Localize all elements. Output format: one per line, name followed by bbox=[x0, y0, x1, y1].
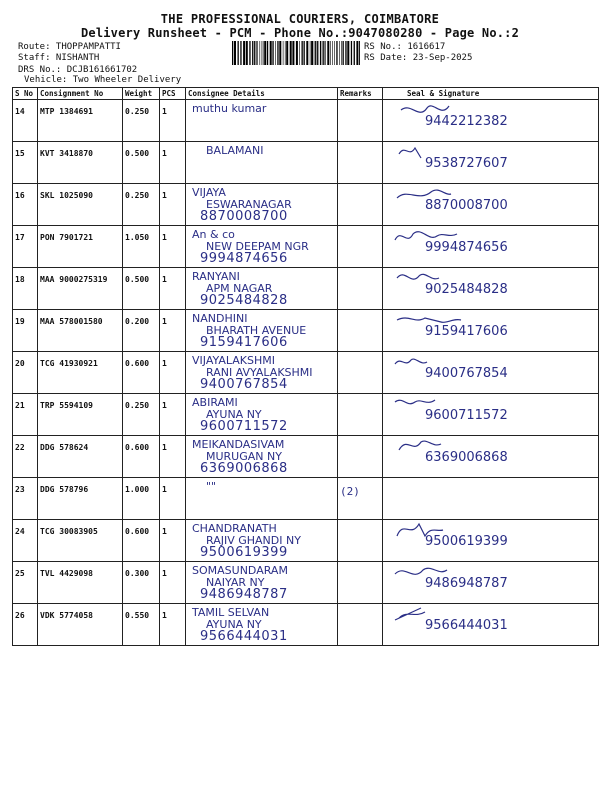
cell-pcs: 1 bbox=[160, 310, 186, 352]
cell-signature bbox=[383, 394, 599, 436]
barcode-bar bbox=[296, 41, 298, 65]
cell-pcs: 1 bbox=[160, 268, 186, 310]
signature-phone: 9159417606 bbox=[425, 324, 508, 339]
cell-consignment-no: TRP 5594109 bbox=[38, 394, 123, 436]
consignee-phone: 9400767854 bbox=[200, 377, 288, 392]
consignee-line: RANYANI bbox=[192, 270, 240, 283]
barcode-bar bbox=[306, 41, 308, 65]
header-pcs: PCS bbox=[160, 88, 186, 100]
cell-signature bbox=[383, 100, 599, 142]
cell-consignment-no: PON 7901721 bbox=[38, 226, 123, 268]
cell-remarks bbox=[338, 268, 383, 310]
barcode-bar bbox=[257, 41, 258, 65]
cell-weight: 0.500 bbox=[123, 142, 160, 184]
cell-pcs: 1 bbox=[160, 226, 186, 268]
table-row bbox=[13, 184, 599, 226]
staff-label: Staff: NISHANTH bbox=[18, 53, 100, 63]
consignee-line: SOMASUNDARAM bbox=[192, 564, 288, 577]
barcode-bar bbox=[310, 41, 311, 65]
consignee-line: ABIRAMI bbox=[192, 396, 238, 409]
barcode-bar bbox=[279, 41, 281, 65]
cell-consignee bbox=[186, 310, 338, 352]
table-row bbox=[13, 100, 599, 142]
cell-signature bbox=[383, 352, 599, 394]
cell-sno: 24 bbox=[13, 520, 38, 562]
cell-sno: 22 bbox=[13, 436, 38, 478]
cell-sno: 19 bbox=[13, 310, 38, 352]
consignee-line: NEW DEEPAM NGR bbox=[206, 240, 309, 253]
signature-phone: 9600711572 bbox=[425, 408, 508, 423]
header-remarks: Remarks bbox=[338, 88, 383, 100]
barcode-bar bbox=[339, 41, 340, 65]
consignee-line: An & co bbox=[192, 228, 235, 241]
table-row bbox=[13, 394, 599, 436]
company-title: THE PROFESSIONAL COURIERS, COIMBATORE bbox=[160, 12, 440, 26]
table-header-row bbox=[13, 88, 599, 100]
table-row bbox=[13, 310, 599, 352]
barcode-bar bbox=[311, 41, 313, 65]
barcode-bar bbox=[270, 41, 272, 65]
rs-date-label: RS Date: 23-Sep-2025 bbox=[364, 53, 473, 63]
signature-phone: 9025484828 bbox=[425, 282, 508, 297]
barcode-bar bbox=[277, 41, 278, 65]
table-row bbox=[13, 478, 599, 520]
cell-consignment-no: DDG 578624 bbox=[38, 436, 123, 478]
barcode-bar bbox=[234, 41, 236, 65]
barcode-bar bbox=[323, 41, 324, 65]
runsheet-subtitle: Delivery Runsheet - PCM - Phone No.:9047080280 - Page No.:2 bbox=[80, 26, 520, 40]
barcode-bar bbox=[252, 41, 253, 65]
consignee-phone: 9500619399 bbox=[200, 545, 288, 560]
cell-remarks bbox=[338, 520, 383, 562]
consignee-line: VIJAYALAKSHMI bbox=[192, 354, 275, 367]
rs-no-label: RS No.: 1616617 bbox=[364, 42, 446, 52]
consignee-line: AYUNA NY bbox=[206, 408, 262, 421]
table-row bbox=[13, 142, 599, 184]
cell-consignment-no: TVL 4429098 bbox=[38, 562, 123, 604]
signature-phone: 9400767854 bbox=[425, 366, 508, 381]
barcode-bar bbox=[320, 41, 321, 65]
cell-pcs: 1 bbox=[160, 436, 186, 478]
barcode-bar bbox=[238, 41, 239, 65]
consignee-phone: 9600711572 bbox=[200, 419, 288, 434]
cell-pcs: 1 bbox=[160, 142, 186, 184]
cell-consignment-no: MTP 1384691 bbox=[38, 100, 123, 142]
consignee-handwriting bbox=[188, 481, 335, 493]
cell-remarks bbox=[338, 604, 383, 646]
barcode-bar bbox=[356, 41, 358, 65]
vehicle-label: Vehicle: Two Wheeler Delivery bbox=[24, 75, 182, 85]
consignee-handwriting bbox=[188, 145, 335, 157]
cell-sno: 15 bbox=[13, 142, 38, 184]
header-consignment: Consignment No bbox=[38, 88, 123, 100]
cell-weight: 0.250 bbox=[123, 100, 160, 142]
barcode-bar bbox=[262, 41, 263, 65]
consignee-handwriting bbox=[188, 439, 335, 475]
table-row bbox=[13, 562, 599, 604]
table-row bbox=[13, 436, 599, 478]
barcode-bar bbox=[267, 41, 268, 65]
cell-signature bbox=[383, 436, 599, 478]
cell-consignee bbox=[186, 562, 338, 604]
barcode-bar bbox=[304, 41, 305, 65]
consignee-line: ESWARANAGAR bbox=[206, 198, 292, 211]
consignee-line: BALAMANI bbox=[206, 144, 264, 157]
cell-signature bbox=[383, 184, 599, 226]
consignee-handwriting bbox=[188, 103, 335, 115]
cell-remarks: (2) bbox=[338, 478, 383, 520]
cell-consignee bbox=[186, 184, 338, 226]
consignee-phone: 9159417606 bbox=[200, 335, 288, 350]
cell-consignee bbox=[186, 520, 338, 562]
consignee-line: "" bbox=[206, 480, 217, 493]
barcode-bar bbox=[256, 41, 257, 65]
barcode-bar bbox=[317, 41, 318, 65]
consignee-phone: 9994874656 bbox=[200, 251, 288, 266]
barcode-bar bbox=[314, 41, 315, 65]
cell-consignee bbox=[186, 226, 338, 268]
cell-consignee bbox=[186, 100, 338, 142]
cell-pcs: 1 bbox=[160, 478, 186, 520]
cell-weight: 0.600 bbox=[123, 436, 160, 478]
consignee-line: NAIYAR NY bbox=[206, 576, 265, 589]
cell-consignment-no: MAA 9000275319 bbox=[38, 268, 123, 310]
cell-consignment-no: MAA 578001580 bbox=[38, 310, 123, 352]
consignee-line: RAJIV GHANDI NY bbox=[206, 534, 301, 547]
cell-remarks bbox=[338, 226, 383, 268]
consignee-handwriting bbox=[188, 565, 335, 601]
runsheet-table bbox=[12, 87, 599, 646]
barcode-bar bbox=[243, 41, 245, 65]
signature-mark bbox=[391, 480, 471, 498]
signature-phone: 6369006868 bbox=[425, 450, 508, 465]
consignee-line: muthu kumar bbox=[192, 102, 267, 115]
cell-consignment-no: TCG 41930921 bbox=[38, 352, 123, 394]
cell-weight: 0.300 bbox=[123, 562, 160, 604]
table-row bbox=[13, 520, 599, 562]
consignee-phone: 9566444031 bbox=[200, 629, 288, 644]
cell-pcs: 1 bbox=[160, 184, 186, 226]
barcode-bar bbox=[264, 41, 266, 65]
cell-sno: 26 bbox=[13, 604, 38, 646]
cell-sno: 20 bbox=[13, 352, 38, 394]
signature-phone: 9538727607 bbox=[425, 156, 508, 171]
cell-consignment-no: SKL 1025090 bbox=[38, 184, 123, 226]
barcode-bar bbox=[260, 41, 261, 65]
cell-weight: 0.600 bbox=[123, 520, 160, 562]
barcode-bar bbox=[343, 41, 344, 65]
consignee-handwriting bbox=[188, 187, 335, 223]
cell-weight: 1.000 bbox=[123, 478, 160, 520]
consignee-handwriting bbox=[188, 607, 335, 643]
consignee-line: RANI AVYALAKSHMI bbox=[206, 366, 313, 379]
consignee-handwriting bbox=[188, 355, 335, 391]
cell-remarks bbox=[338, 100, 383, 142]
signature-phone: 9442212382 bbox=[425, 114, 508, 129]
cell-sno: 14 bbox=[13, 100, 38, 142]
cell-sno: 21 bbox=[13, 394, 38, 436]
barcode-bar bbox=[302, 41, 303, 65]
cell-pcs: 1 bbox=[160, 562, 186, 604]
cell-sno: 25 bbox=[13, 562, 38, 604]
cell-signature bbox=[383, 268, 599, 310]
barcode-bar bbox=[275, 41, 276, 65]
cell-consignee bbox=[186, 268, 338, 310]
consignee-handwriting bbox=[188, 523, 335, 559]
consignee-line: CHANDRANATH bbox=[192, 522, 277, 535]
cell-pcs: 1 bbox=[160, 604, 186, 646]
table-row bbox=[13, 268, 599, 310]
cell-sno: 17 bbox=[13, 226, 38, 268]
consignee-phone: 6369006868 bbox=[200, 461, 288, 476]
barcode-bar bbox=[347, 41, 349, 65]
consignee-handwriting bbox=[188, 313, 335, 349]
barcode-bar bbox=[232, 41, 233, 65]
cell-consignment-no: TCG 30083905 bbox=[38, 520, 123, 562]
barcode-bar bbox=[359, 41, 360, 65]
consignee-line: BHARATH AVENUE bbox=[206, 324, 307, 337]
barcode-bar bbox=[325, 41, 326, 65]
cell-weight: 0.250 bbox=[123, 184, 160, 226]
signature-phone: 9500619399 bbox=[425, 534, 508, 549]
cell-remarks bbox=[338, 142, 383, 184]
cell-consignment-no: KVT 3418870 bbox=[38, 142, 123, 184]
barcode-bar bbox=[330, 41, 331, 65]
barcode-bar bbox=[327, 41, 329, 65]
table-row bbox=[13, 226, 599, 268]
consignee-handwriting bbox=[188, 271, 335, 307]
cell-consignee bbox=[186, 352, 338, 394]
header-signature: Seal & Signature bbox=[383, 88, 599, 100]
cell-remarks bbox=[338, 352, 383, 394]
cell-consignee bbox=[186, 394, 338, 436]
table-row bbox=[13, 604, 599, 646]
cell-consignment-no: VDK 5774058 bbox=[38, 604, 123, 646]
consignee-phone: 8870008700 bbox=[200, 209, 288, 224]
barcode-bar bbox=[249, 41, 250, 65]
header-sno: S No bbox=[13, 88, 38, 100]
cell-remarks bbox=[338, 394, 383, 436]
cell-pcs: 1 bbox=[160, 394, 186, 436]
cell-weight: 0.600 bbox=[123, 352, 160, 394]
consignee-line: NANDHINI bbox=[192, 312, 248, 325]
cell-weight: 0.550 bbox=[123, 604, 160, 646]
barcode-bar bbox=[336, 41, 337, 65]
cell-consignee bbox=[186, 142, 338, 184]
barcode-bar bbox=[322, 41, 323, 65]
cell-sno: 18 bbox=[13, 268, 38, 310]
cell-consignee bbox=[186, 478, 338, 520]
cell-remarks bbox=[338, 562, 383, 604]
cell-pcs: 1 bbox=[160, 352, 186, 394]
cell-signature bbox=[383, 310, 599, 352]
header-consignee: Consignee Details bbox=[186, 88, 338, 100]
drs-label: DRS No.: DCJB161661702 bbox=[18, 65, 138, 75]
consignee-line: MEIKANDASIVAM bbox=[192, 438, 285, 451]
signature-phone: 9486948787 bbox=[425, 576, 508, 591]
cell-pcs: 1 bbox=[160, 100, 186, 142]
consignee-line: VIJAYA bbox=[192, 186, 226, 199]
barcode-bar bbox=[240, 41, 241, 65]
route-label: Route: THOPPAMPATTI bbox=[18, 42, 121, 52]
barcode-bar bbox=[283, 41, 284, 65]
cell-sno: 23 bbox=[13, 478, 38, 520]
cell-consignee bbox=[186, 436, 338, 478]
cell-signature bbox=[383, 520, 599, 562]
barcode-bar bbox=[341, 41, 342, 65]
barcode-bar bbox=[334, 41, 335, 65]
cell-consignment-no: DDG 578796 bbox=[38, 478, 123, 520]
cell-remarks bbox=[338, 184, 383, 226]
cell-pcs: 1 bbox=[160, 520, 186, 562]
cell-remarks bbox=[338, 310, 383, 352]
consignee-phone: 9486948787 bbox=[200, 587, 288, 602]
consignee-handwriting bbox=[188, 229, 335, 265]
barcode-bar bbox=[285, 41, 286, 65]
barcode-bar bbox=[290, 41, 292, 65]
cell-signature bbox=[383, 562, 599, 604]
barcode-bar bbox=[315, 41, 316, 65]
barcode-bar bbox=[272, 41, 273, 65]
barcode-bar bbox=[286, 41, 288, 65]
barcode-bar bbox=[246, 41, 248, 65]
consignee-phone: 9025484828 bbox=[200, 293, 288, 308]
cell-weight: 0.250 bbox=[123, 394, 160, 436]
barcode-bar bbox=[345, 41, 346, 65]
barcode-bar bbox=[299, 41, 300, 65]
cell-remarks bbox=[338, 436, 383, 478]
cell-consignee bbox=[186, 604, 338, 646]
cell-weight: 0.500 bbox=[123, 268, 160, 310]
header-weight: Weight bbox=[123, 88, 160, 100]
barcode-bar bbox=[263, 41, 264, 65]
cell-weight: 1.050 bbox=[123, 226, 160, 268]
consignee-line: MURUGAN NY bbox=[206, 450, 282, 463]
consignee-line: AYUNA NY bbox=[206, 618, 262, 631]
barcode-bar bbox=[351, 41, 352, 65]
signature-phone: 9994874656 bbox=[425, 240, 508, 255]
cell-sno: 16 bbox=[13, 184, 38, 226]
cell-weight: 0.200 bbox=[123, 310, 160, 352]
cell-signature bbox=[383, 478, 599, 520]
consignee-line: TAMIL SELVAN bbox=[192, 606, 270, 619]
signature-phone: 9566444031 bbox=[425, 618, 508, 633]
barcode-image bbox=[232, 41, 360, 65]
table-row bbox=[13, 352, 599, 394]
barcode-bar bbox=[292, 41, 294, 65]
consignee-handwriting bbox=[188, 397, 335, 433]
cell-signature bbox=[383, 604, 599, 646]
consignee-line: APM NAGAR bbox=[206, 282, 273, 295]
barcode-bar bbox=[332, 41, 333, 65]
barcode-bar bbox=[254, 41, 255, 65]
signature-phone: 8870008700 bbox=[425, 198, 508, 213]
barcode-bar bbox=[354, 41, 355, 65]
cell-signature bbox=[383, 226, 599, 268]
cell-signature bbox=[383, 142, 599, 184]
